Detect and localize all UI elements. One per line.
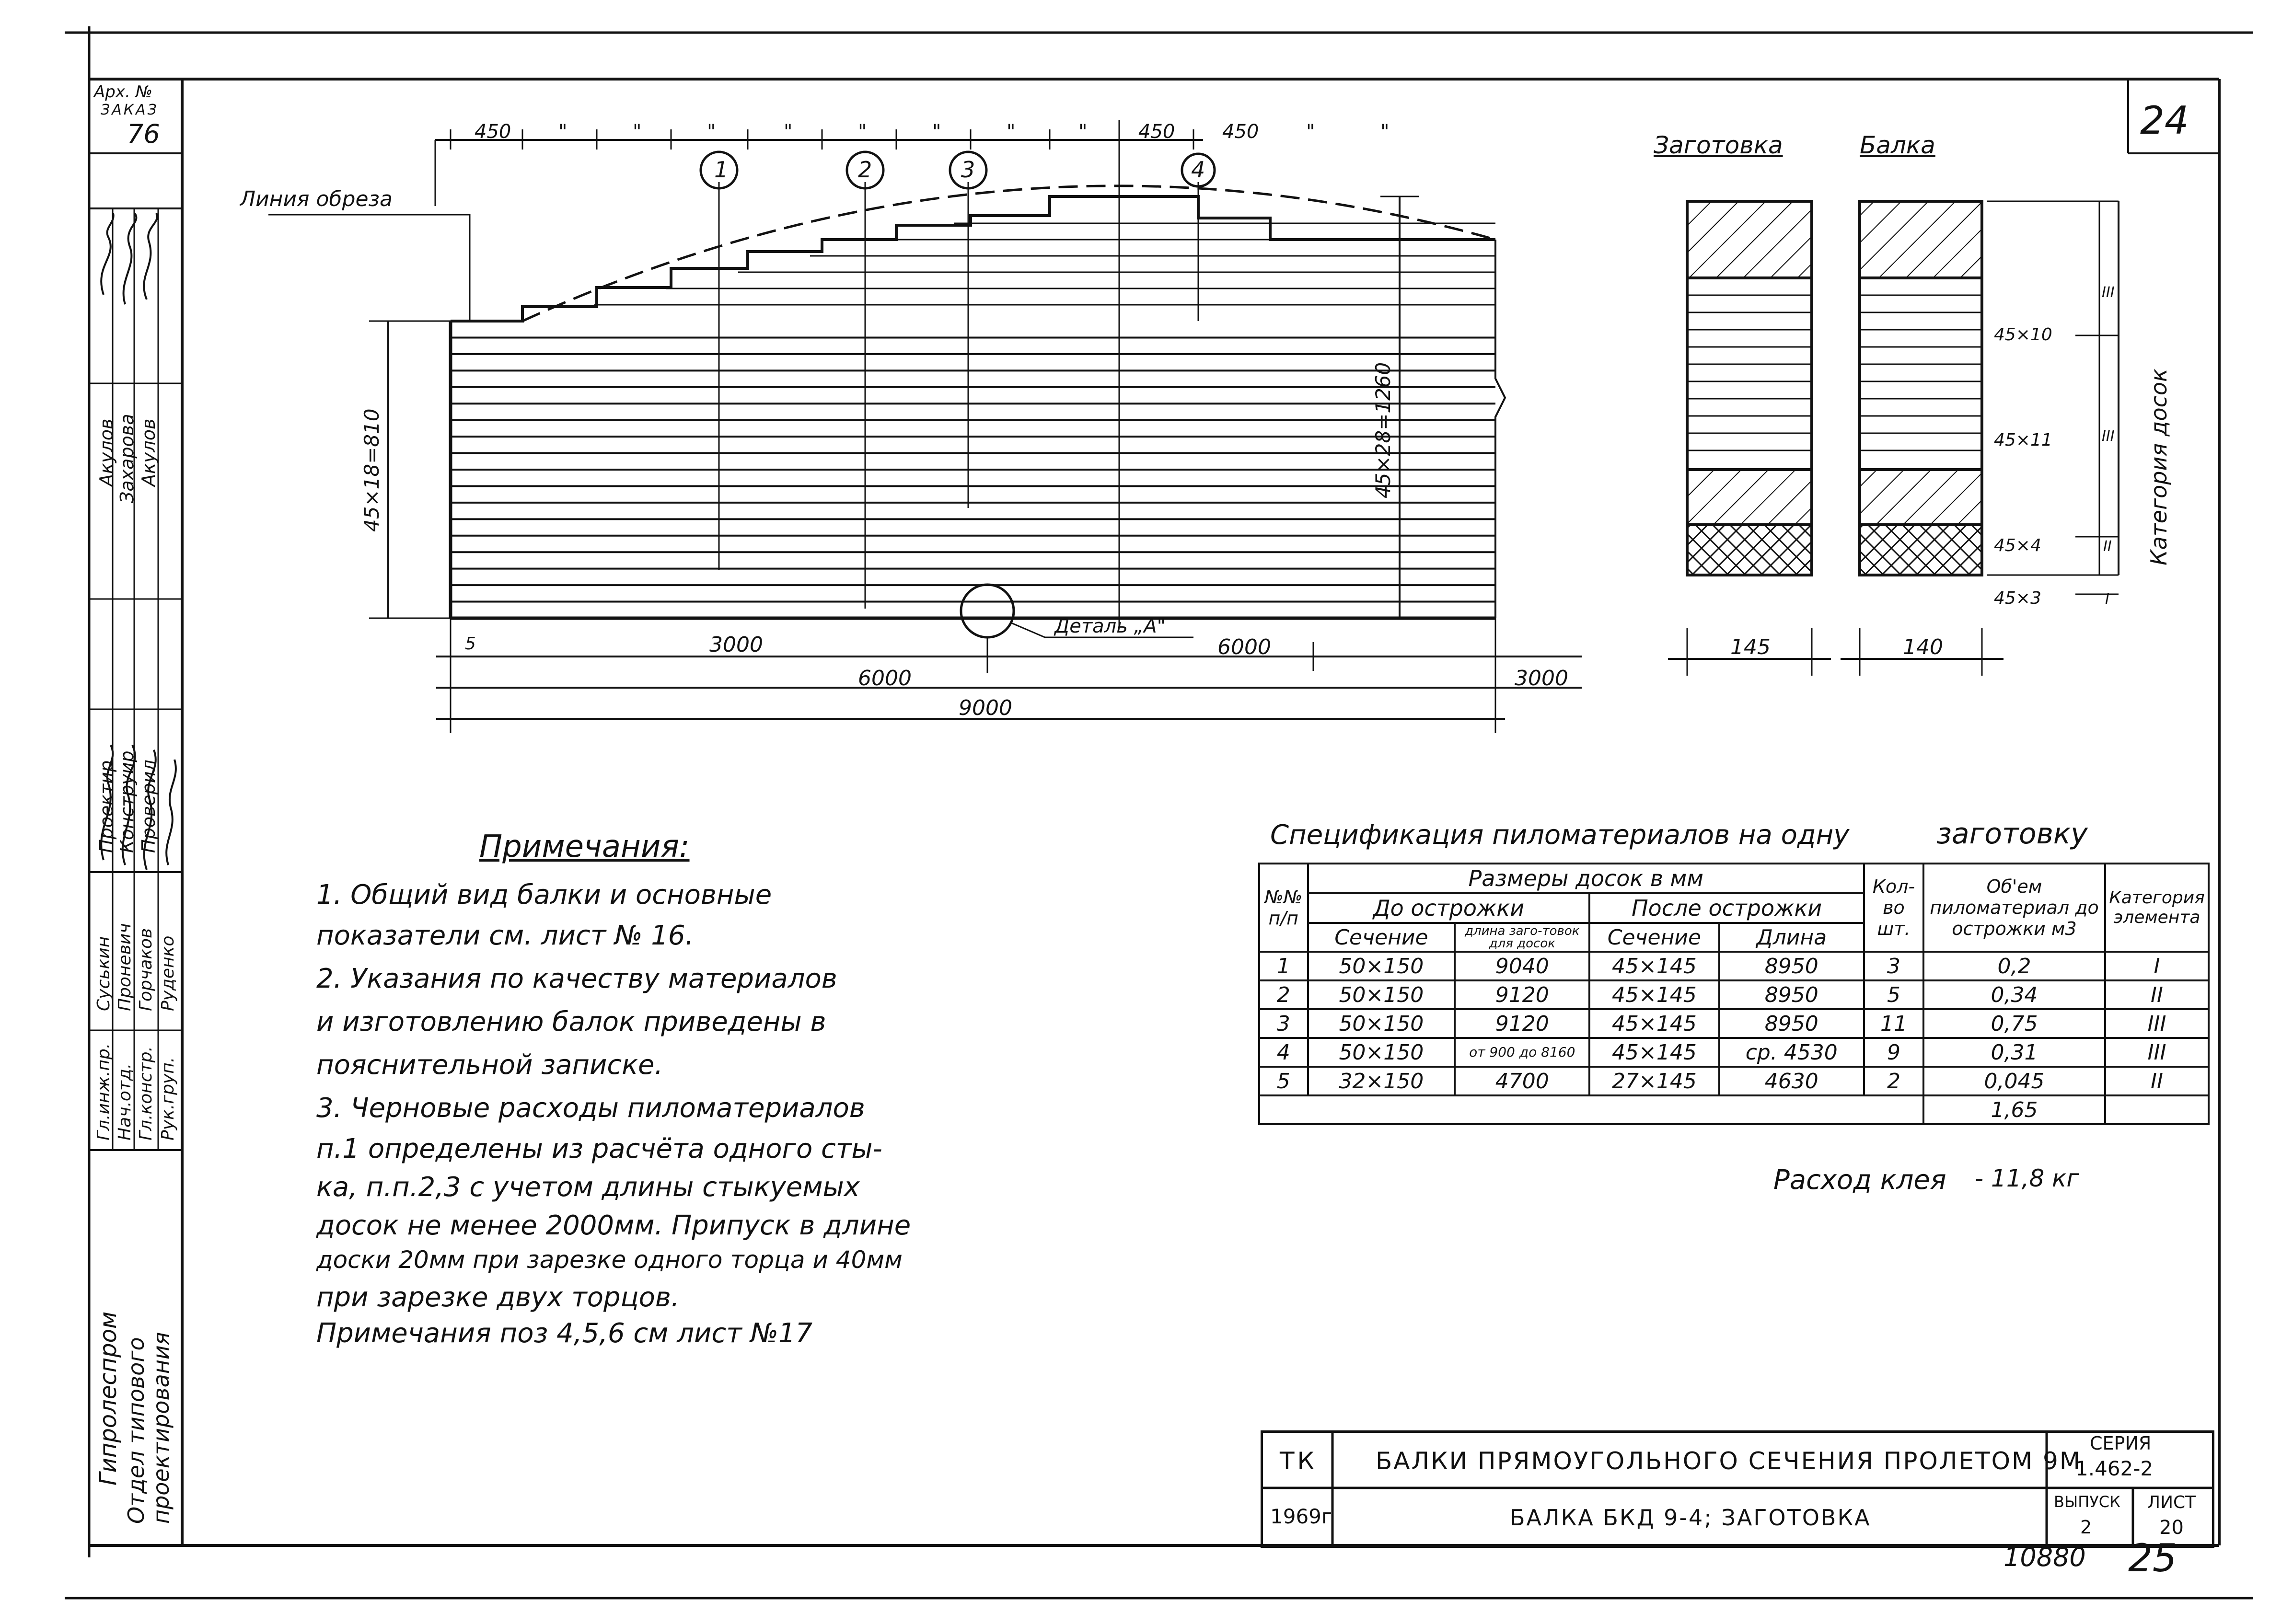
table-row xyxy=(1259,1067,2209,1095)
note-line-5: пояснительной записке. xyxy=(316,1049,663,1081)
issue-value: 2 xyxy=(2080,1517,2092,1538)
title-tk: ТК xyxy=(1280,1447,1318,1475)
width-beam: 140 xyxy=(1903,635,1943,659)
name-dept-head: Проневич xyxy=(115,923,135,1011)
table-total-row xyxy=(1259,1095,2209,1124)
row2-qty: 5 xyxy=(1864,980,1923,1009)
row5-qty: 2 xyxy=(1864,1067,1923,1095)
row5-length-after: 4630 xyxy=(1719,1067,1864,1095)
note-line-4: и изготовлению балок приведены в xyxy=(316,1006,826,1037)
order-value: 76 xyxy=(127,119,160,149)
row4-category: III xyxy=(2105,1038,2209,1067)
row4-length-after: ср. 4530 xyxy=(1719,1038,1864,1067)
table-row xyxy=(1259,1038,2209,1067)
row2-section: 50×150 xyxy=(1308,980,1455,1009)
detail-a-label: Деталь „А" xyxy=(1054,615,1166,637)
position-4: 4 xyxy=(1191,157,1205,183)
top-dim-5: " xyxy=(858,121,867,143)
row5-volume: 0,045 xyxy=(1923,1067,2105,1095)
sheet-value: 20 xyxy=(2159,1517,2184,1539)
row4-section: 50×150 xyxy=(1308,1038,1455,1067)
note-line-6: 3. Черновые расходы пиломатериалов xyxy=(316,1093,865,1124)
note-line-10: доски 20мм при зарезке одного торца и 40мм xyxy=(316,1246,903,1274)
col-section-before: Сечение xyxy=(1308,923,1455,952)
dim-9000: 9000 xyxy=(959,696,1012,720)
sheet-label: ЛИСТ xyxy=(2147,1493,2196,1512)
dim-3000-a: 3000 xyxy=(709,633,763,657)
row1-length-after: 8950 xyxy=(1719,952,1864,980)
note-line-1: 1. Общий вид балки и основные xyxy=(316,879,772,910)
col-section-after: Сечение xyxy=(1589,923,1719,952)
col-before: До острожки xyxy=(1308,893,1590,923)
grade-3: II xyxy=(2103,538,2112,555)
position-1: 1 xyxy=(714,157,729,183)
table-row xyxy=(1259,1009,2209,1038)
row3-length-after: 8950 xyxy=(1719,1009,1864,1038)
row1-section-after: 45×145 xyxy=(1589,952,1719,980)
name-chief-engineer: Суськин xyxy=(94,936,114,1011)
dim-6000-b: 6000 xyxy=(858,666,912,691)
category-label: Категория досок xyxy=(2146,369,2172,565)
role-chief-engineer: Гл.инж.пр. xyxy=(94,1043,114,1140)
row1-length: 9040 xyxy=(1455,952,1589,980)
role-checker: Проверил xyxy=(138,760,159,853)
row5-section-after: 27×145 xyxy=(1589,1067,1719,1095)
position-2: 2 xyxy=(858,157,872,183)
note-line-2: показатели см. лист № 16. xyxy=(316,920,694,951)
top-dim-3: " xyxy=(707,121,716,143)
row3-length: 9120 xyxy=(1455,1009,1589,1038)
table-row xyxy=(1259,952,2209,980)
dim-5: 5 xyxy=(465,634,476,654)
archive-label: Арх. № xyxy=(94,82,152,102)
glue-value: - 11,8 кг xyxy=(1975,1164,2079,1192)
col-category: Категория элемента xyxy=(2105,864,2209,952)
cut-line-label: Линия обреза xyxy=(240,187,393,211)
note-line-9: досок не менее 2000мм. Припуск в длине xyxy=(316,1210,911,1241)
note-line-3: 2. Указания по качеству материалов xyxy=(316,963,837,994)
top-dim-11: " xyxy=(1306,121,1315,143)
notes-block xyxy=(316,829,1131,1380)
top-dim-4: " xyxy=(784,121,793,143)
row1-category: I xyxy=(2105,952,2209,980)
org-department: Отдел типового проектирования xyxy=(123,1332,174,1524)
note-line-8: ка, п.п.2,3 с учетом длины стыкуемых xyxy=(316,1172,860,1203)
row3-num: 3 xyxy=(1259,1009,1308,1038)
col-length-after: Длина xyxy=(1719,923,1864,952)
title-main: БАЛКИ ПРЯМОУГОЛЬНОГО СЕЧЕНИЯ ПРОЛЕТОМ 9М xyxy=(1376,1447,2082,1475)
title-year: 1969г xyxy=(1270,1505,1332,1528)
page-bottom-number: 25 xyxy=(2128,1536,2177,1580)
order-label: ЗАКАЗ xyxy=(101,102,159,118)
top-dim-0: 450 xyxy=(475,121,511,143)
row4-volume: 0,31 xyxy=(1923,1038,2105,1067)
spec-table xyxy=(1258,863,2210,1125)
grade-1: III xyxy=(2102,284,2115,301)
blank-label: Заготовка xyxy=(1654,134,1783,159)
row2-section-after: 45×145 xyxy=(1589,980,1719,1009)
glue-label: Расход клея xyxy=(1773,1164,1946,1196)
table-row xyxy=(1259,980,2209,1009)
row3-volume: 0,75 xyxy=(1923,1009,2105,1038)
beam-label: Балка xyxy=(1860,134,1935,159)
top-dim-8: " xyxy=(1078,121,1088,143)
row5-category: II xyxy=(2105,1067,2209,1095)
col-after: После острожки xyxy=(1589,893,1864,923)
series-label: СЕРИЯ xyxy=(2090,1433,2152,1454)
total-volume: 1,65 xyxy=(1923,1095,2105,1124)
archive-number: 10880 xyxy=(2003,1542,2086,1572)
row4-section-after: 45×145 xyxy=(1589,1038,1719,1067)
series-value: 1.462-2 xyxy=(2075,1457,2154,1480)
role-chief-constructor: Гл.констр. xyxy=(136,1046,156,1140)
col-num: №№ п/п xyxy=(1259,864,1308,952)
notes-heading: Примечания: xyxy=(479,829,690,864)
top-dim-6: " xyxy=(932,121,941,143)
role-designer: Проектир xyxy=(96,760,117,853)
row4-num: 4 xyxy=(1259,1038,1308,1067)
name-constructor: Захарова xyxy=(116,414,138,503)
org-name: Гипролеспром xyxy=(95,1311,122,1486)
col-volume: Об'ем пиломатериал до острожки м3 xyxy=(1923,864,2105,952)
row1-volume: 0,2 xyxy=(1923,952,2105,980)
row1-num: 1 xyxy=(1259,952,1308,980)
role-group-lead: Рук.груп. xyxy=(158,1057,178,1140)
title-sub: БАЛКА БКД 9-4; ЗАГОТОВКА xyxy=(1510,1505,1871,1531)
dim-6000-a: 6000 xyxy=(1217,635,1271,659)
top-dim-12: " xyxy=(1380,121,1390,143)
row2-num: 2 xyxy=(1259,980,1308,1009)
row5-length: 4700 xyxy=(1455,1067,1589,1095)
col-length-before: длина заго-товок для досок xyxy=(1455,923,1589,952)
row2-volume: 0,34 xyxy=(1923,980,2105,1009)
section-row-3: 45×4 xyxy=(1994,536,2041,555)
row2-length-after: 8950 xyxy=(1719,980,1864,1009)
grade-2: III xyxy=(2102,428,2115,445)
col-qty: Кол-во шт. xyxy=(1864,864,1923,952)
top-dim-1: " xyxy=(558,121,567,143)
section-row-1: 45×10 xyxy=(1994,325,2052,345)
top-dim-10: 450 xyxy=(1222,121,1259,143)
row3-section: 50×150 xyxy=(1308,1009,1455,1038)
note-line-7: п.1 определены из расчёта одного сты- xyxy=(316,1133,882,1164)
cross-sections xyxy=(1615,134,2190,757)
row3-qty: 11 xyxy=(1864,1009,1923,1038)
note-line-11: при зарезке двух торцов. xyxy=(316,1282,680,1313)
row4-length: от 900 до 8160 xyxy=(1455,1038,1589,1067)
name-checker: Акулов xyxy=(138,418,159,486)
row1-qty: 3 xyxy=(1864,952,1923,980)
row1-section: 50×150 xyxy=(1308,952,1455,980)
row3-section-after: 45×145 xyxy=(1589,1009,1719,1038)
sheet-number: 24 xyxy=(2140,98,2189,143)
name-group-lead: Руденко xyxy=(158,935,178,1011)
role-constructor: Конструир xyxy=(116,750,138,853)
top-dim-7: " xyxy=(1007,121,1016,143)
position-3: 3 xyxy=(961,157,975,183)
right-height-dim: 45×28=1260 xyxy=(1371,362,1395,498)
spec-title-right: заготовку xyxy=(1936,817,2088,851)
row2-category: II xyxy=(2105,980,2209,1009)
name-designer: Акулов xyxy=(96,418,117,486)
row4-qty: 9 xyxy=(1864,1038,1923,1067)
spec-title-left: Спецификация пиломатериалов на одну xyxy=(1270,819,1850,851)
role-dept-head: Нач.отд. xyxy=(115,1063,135,1140)
width-blank: 145 xyxy=(1730,635,1771,659)
note-line-12: Примечания поз 4,5,6 см лист №17 xyxy=(316,1318,813,1349)
section-row-2: 45×11 xyxy=(1994,430,2052,450)
grade-4: I xyxy=(2105,591,2109,608)
issue-label: ВЫПУСК xyxy=(2054,1493,2120,1511)
row2-length: 9120 xyxy=(1455,980,1589,1009)
section-row-4: 45×3 xyxy=(1994,588,2041,608)
signatures xyxy=(89,208,182,1148)
beam-blank-elevation xyxy=(240,110,1582,752)
top-dim-2: " xyxy=(633,121,642,143)
row5-num: 5 xyxy=(1259,1067,1308,1095)
left-height-dim: 45×18=810 xyxy=(360,408,383,532)
row5-section: 32×150 xyxy=(1308,1067,1455,1095)
name-chief-constructor: Горчаков xyxy=(136,928,156,1011)
dim-3000-b: 3000 xyxy=(1515,666,1568,691)
col-sizes: Размеры досок в мм xyxy=(1308,864,1864,893)
row3-category: III xyxy=(2105,1009,2209,1038)
top-dim-9: 450 xyxy=(1138,121,1175,143)
